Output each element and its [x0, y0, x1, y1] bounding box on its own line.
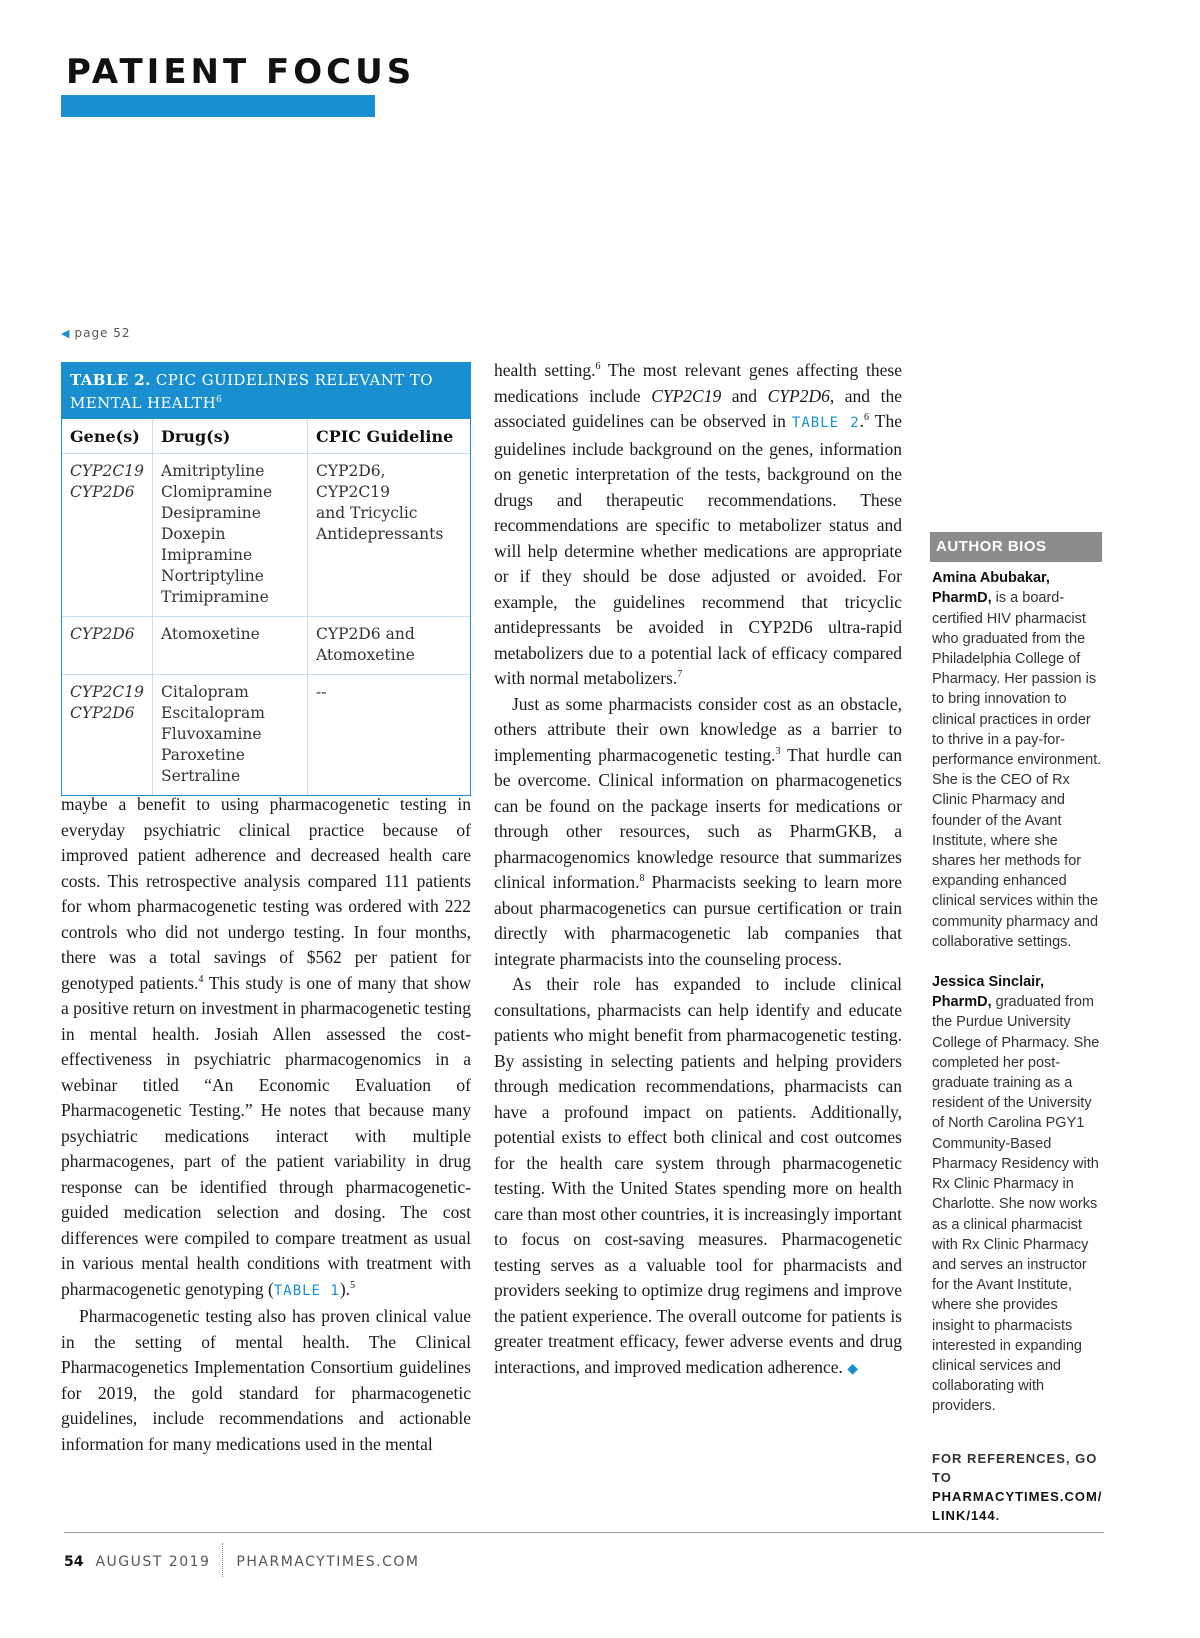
drugs-cell — [153, 675, 308, 796]
footer-divider — [222, 1543, 224, 1577]
guideline-cell — [308, 454, 471, 617]
page-number: 54 — [64, 1554, 84, 1570]
guideline-line: Antidepressants — [316, 525, 444, 543]
gene-name: CYP2C19 — [651, 385, 722, 406]
text: The guidelines include background on the genes, information on genetic interpretation of the tests, background on the drugs and therapeutic recommendations. These recommendations are specific to metabolizer status and will help determine whether medications are appropriate or if they should be dose adjusted or avoided. For example, the guidelines recommend that tricyclic antidepressants be avoided in CYP2D6 ultra-rapid metabolizers due to a potential lack of efficacy compared with normal metabolizers. — [494, 411, 902, 688]
author-bios-header: AUTHOR BIOS — [930, 532, 1102, 562]
text: . — [859, 411, 865, 431]
genes-cell — [62, 617, 153, 675]
body-column-1 — [61, 792, 471, 1457]
paragraph — [61, 792, 471, 1304]
guideline-cell — [308, 617, 471, 675]
gene: CYP2D6 — [70, 704, 135, 722]
genes-cell — [62, 454, 153, 617]
column-header-drugs: Drug(s) — [153, 419, 308, 454]
table-title-ref: 6 — [216, 395, 223, 405]
author-name: Amina Abubakar, PharmD, — [932, 570, 1050, 607]
guideline-line: Atomoxetine — [316, 646, 415, 664]
table-grid — [62, 419, 470, 795]
text: That hurdle can be overcome. Clinical information on pharmacogenetics can be found on the package inserts for medications or through other resources, such as PharmGKB, a pharmacogenomics knowledge resource that summarizes clinical information. — [494, 744, 902, 892]
references-link[interactable]: PHARMACYTIMES.COM/ LINK/144 — [932, 1488, 1103, 1523]
drug: Amitriptyline — [161, 462, 265, 480]
drug: Doxepin — [161, 525, 226, 543]
drug: Citalopram — [161, 683, 249, 701]
references-note — [930, 1449, 1102, 1525]
author-bio-text: is a board-certified HIV pharmacist who graduated from the Philadelphia College of Pharmacy. Her passion is to bring innovation to clinical practices in order to thrive in a pay-for-performance environment. She is the CEO of Rx Clinic Pharmacy and founder of the Avant Institute, where she shares her methods for expanding enhanced clinical services within the community pharmacy and collaborative settings. — [932, 590, 1102, 950]
text: This study is one of many that show a positive return on investment in pharmacogenetic testing in mental health. Josiah Allen assessed the cost-effectiveness in psychiatric pharmacogenomics in a webinar titled “An Economic Evaluation of Pharmacogenetic Testing.” He notes that because many psychiatric medications interact with multiple pharmacogenes, part of the patient variability in drug response can be identified through pharmacogenetic-guided medication selection and dosing. The cost differences were compiled to compare treatment as usual in various mental health conditions with treatment with pharmacogenetic genotyping ( — [61, 972, 471, 1299]
guideline-line: CYP2D6, — [316, 462, 386, 480]
cpic-table — [61, 362, 471, 796]
guideline-line: CYP2C19 — [316, 483, 390, 501]
table-label: TABLE 2. — [70, 371, 151, 389]
reference-number: 6 — [864, 412, 870, 424]
column-header-genes: Gene(s) — [62, 419, 153, 454]
drug: Fluvoxamine — [161, 725, 262, 743]
table-title-text: CPIC GUIDELINES RELEVANT TO — [155, 371, 433, 389]
drug: Trimipramine — [161, 588, 269, 606]
caret-left-icon: ◀ — [61, 327, 71, 340]
drug: Paroxetine — [161, 746, 245, 764]
text: , and the associated guidelines can be observed in — [494, 385, 902, 431]
page-footer — [64, 1545, 420, 1579]
paragraph — [494, 972, 902, 1382]
reference-number: 5 — [350, 1279, 356, 1291]
drug: Imipramine — [161, 546, 253, 564]
table-header-row — [62, 419, 470, 454]
text: ). — [339, 1278, 351, 1299]
text: Pharmacists seeking to learn more about pharmacogenetics can pursue certification or train directly with pharmacogenetic lab companies that integrate pharmacists into the counseling process. — [494, 872, 902, 969]
table-row — [62, 617, 470, 675]
author-bio — [930, 972, 1102, 1416]
guideline-line: CYP2D6 and — [316, 625, 415, 643]
column-header-guideline: CPIC Guideline — [308, 419, 471, 454]
drug: Desipramine — [161, 504, 261, 522]
paragraph — [494, 692, 902, 973]
drug: Clomipramine — [161, 483, 273, 501]
gene-name: CYP2D6 — [767, 385, 830, 406]
site-name: PHARMACYTIMES.COM — [236, 1554, 420, 1570]
guideline-line: and Tricyclic — [316, 504, 418, 522]
drug: Sertraline — [161, 767, 241, 785]
text: health setting. — [494, 360, 596, 380]
drug: Escitalopram — [161, 704, 265, 722]
reference-number: 8 — [639, 873, 645, 885]
gene: CYP2C19 — [70, 462, 144, 480]
author-name: Jessica Sinclair, PharmD, — [932, 974, 1045, 1011]
text: The most relevant genes affecting these medications include — [494, 360, 902, 406]
footer-rule — [64, 1532, 1104, 1533]
paragraph — [494, 358, 902, 692]
references-label: FOR REFERENCES, GO TO — [932, 1450, 1098, 1485]
text: . — [995, 1507, 1001, 1523]
guideline-line: -- — [316, 683, 327, 701]
table-row — [62, 454, 470, 617]
drugs-cell — [153, 617, 308, 675]
author-bio — [930, 568, 1102, 952]
section-title: PATIENT FOCUS — [66, 52, 416, 92]
text: As their role has expanded to include clinical consultations, pharmacists can help identify and educate patients who might benefit from pharmacogenetic testing. By assisting in selecting patients and helping providers through medication recommendations, pharmacists can have a profound impact on patients. Additionally, potential exists to effect both clinical and cost outcomes for the health care system through pharmacogenetic testing. With the United States spending more on health care than most other countries, it is increasingly important to focus on cost-saving measures. Pharmacogenetic testing serves as a valuable tool for pharmacists and providers seeking to optimize drug regimens and improve the patient experience. The overall outcome for patients is greater treatment efficacy, fewer adverse events and drug interactions, and improved medication adherence. — [494, 974, 902, 1377]
section-title-bar — [61, 95, 375, 117]
page-back-link[interactable] — [61, 326, 131, 340]
text: Just as some pharmacists consider cost as an obstacle, others attribute their own knowledge as a barrier to implementing pharmacogenetic testing. — [494, 693, 902, 765]
reference-number: 6 — [595, 361, 601, 373]
guideline-cell — [308, 675, 471, 796]
author-bio-text: graduated from the Purdue University College of Pharmacy. She completed her post-graduate training as a resident of the University of North Carolina PGY1 Community-Based Pharmacy Residency with Rx Clinic Pharmacy in Charlotte. She now works as a clinical pharmacist with Rx Clinic Pharmacy and serves an instructor for the Avant Institute, where she provides insight to pharmacists interested in expanding clinical services and collaborating with providers. — [932, 994, 1100, 1415]
genes-cell — [62, 675, 153, 796]
drug: Nortriptyline — [161, 567, 264, 585]
paragraph: Pharmacogenetic testing also has proven clinical value in the setting of mental health. The Clinical Pharmacogenetics Implementation Consortium guidelines for 2019, the gold standard for pharmacogenetic guidelines, include recommendations and actionable information for many medications used in the mental — [61, 1306, 471, 1454]
table-1-link[interactable]: TABLE 1 — [273, 1282, 340, 1299]
table-title — [62, 363, 470, 419]
gene: CYP2D6 — [70, 483, 135, 501]
table-2-link[interactable]: TABLE 2 — [791, 415, 860, 431]
page-back-label: page 52 — [74, 326, 131, 340]
drugs-cell — [153, 454, 308, 617]
end-diamond-icon: ◆ — [847, 1361, 859, 1377]
table-row — [62, 675, 470, 796]
reference-number: 3 — [775, 745, 781, 757]
author-bios-sidebar — [930, 532, 1102, 1525]
body-column-2 — [494, 358, 902, 1382]
reference-number: 7 — [677, 669, 683, 681]
gene: CYP2C19 — [70, 683, 144, 701]
text: maybe a benefit to using pharmacogenetic testing in everyday psychiatric clinical practice because of improved patient adherence and decreased health care costs. This retrospective analysis compared 111 patients for whom pharmacogenetic testing was ordered with 222 controls who did not undergo testing. In four months, there was a total savings of $562 per patient for genotyped patients. — [61, 794, 471, 993]
table-title-text-2: MENTAL HEALTH — [70, 394, 217, 412]
gene: CYP2D6 — [70, 625, 135, 643]
text: and — [721, 385, 768, 406]
drug: Atomoxetine — [161, 625, 260, 643]
reference-number: 4 — [198, 973, 204, 985]
issue-date: AUGUST 2019 — [95, 1554, 211, 1570]
